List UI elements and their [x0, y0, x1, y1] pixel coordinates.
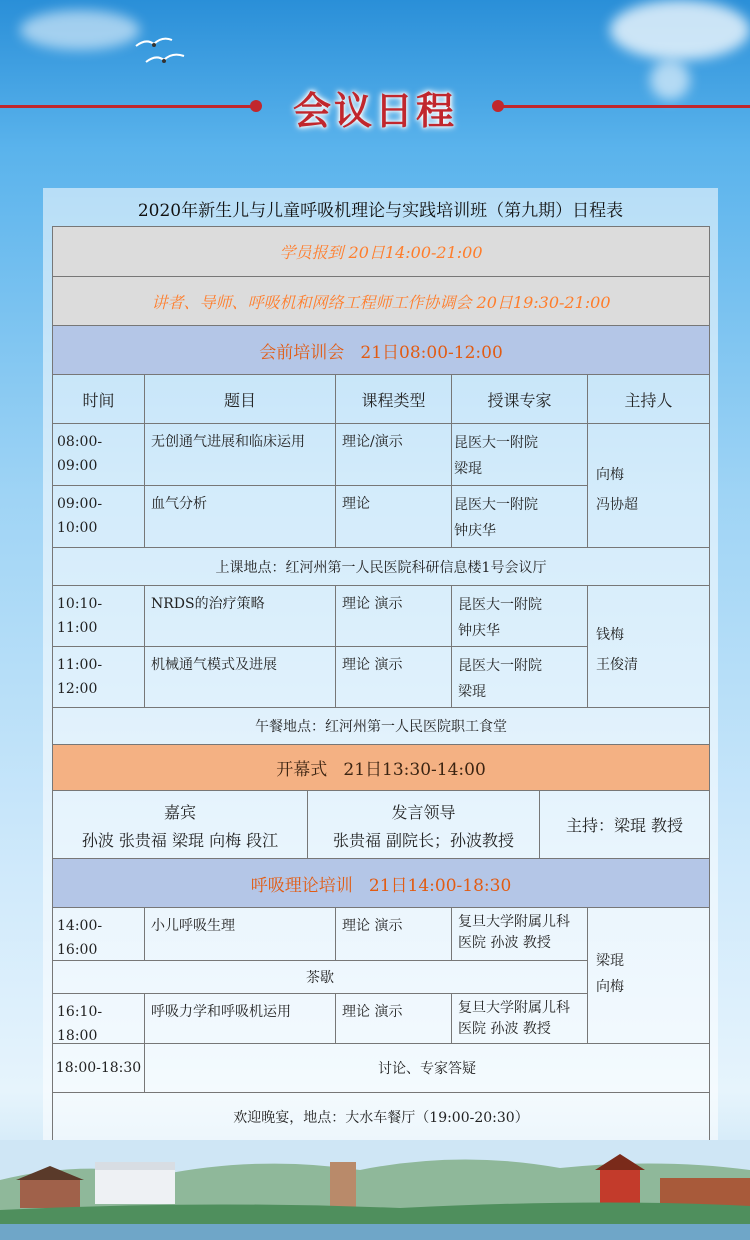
- cloud-decoration: [610, 0, 750, 60]
- table-row-type: 理论 演示: [336, 647, 452, 708]
- table-row-type: 理论/演示: [336, 424, 452, 486]
- table-row-topic: 小儿呼吸生理: [145, 908, 336, 961]
- expert-name: 医院 孙波 教授: [458, 1021, 551, 1037]
- table-row-topic: 血气分析: [145, 486, 336, 548]
- header-topic: 题目: [145, 375, 336, 424]
- cranes-icon: [132, 28, 188, 68]
- header-expert: 授课专家: [452, 375, 588, 424]
- header-time: 时间: [53, 375, 145, 424]
- table-row-time: 08:00-09:00: [53, 424, 145, 486]
- table-row-time: 11:00-12:00: [53, 647, 145, 708]
- city-scenery-image: [0, 1140, 750, 1240]
- cloud-decoration: [20, 10, 140, 50]
- table-row-topic: NRDS的治疗策略: [145, 586, 336, 647]
- header-course-type: 课程类型: [336, 375, 452, 424]
- table-row-expert: [452, 908, 588, 961]
- table-row-time: 14:00-16:00: [53, 908, 145, 961]
- discussion-text: 讨论、专家答疑: [145, 1044, 709, 1093]
- speakers-cell: [308, 791, 540, 859]
- expert-hospital: 昆医大一附院: [458, 597, 542, 613]
- table-row-type: 理论 演示: [336, 908, 452, 961]
- host-name: 向梅: [596, 979, 624, 995]
- table-row-topic: 呼吸力学和呼吸机运用: [145, 994, 336, 1044]
- speakers-label: 发言领导: [391, 803, 456, 822]
- table-row-time: 09:00-10:00: [53, 486, 145, 548]
- expert-name: 梁琨: [458, 684, 486, 700]
- table-row-topic: 机械通气模式及进展: [145, 647, 336, 708]
- table-row-topic: 无创通气进展和临床运用: [145, 424, 336, 486]
- host-name: 钱梅: [596, 627, 624, 643]
- expert-name: 梁琨: [454, 461, 482, 477]
- host-name: 王俊清: [596, 657, 638, 673]
- guests-label: 嘉宾: [163, 803, 196, 822]
- session2-title: 呼吸理论培训 21日14:00-18:30: [53, 859, 709, 908]
- table-row-expert: [452, 647, 588, 708]
- coordination-row: 讲者、导师、呼吸机和网络工程师工作协调会 20日19:30-21:00: [53, 277, 709, 326]
- opening-title: 开幕式 21日13:30-14:00: [53, 745, 709, 791]
- speakers-names: 张贵福 副院长；孙波教授: [332, 831, 515, 850]
- host-name: 梁琨: [596, 953, 624, 969]
- guests-cell: [53, 791, 308, 859]
- schedule-table: [52, 226, 710, 1142]
- registration-row: 学员报到 20日14:00-21:00: [53, 227, 709, 277]
- host-name: 冯协超: [596, 497, 638, 513]
- expert-hospital: 昆医大一附院: [454, 435, 538, 451]
- table-row-expert: [452, 486, 588, 548]
- lunch-row: 午餐地点：红河州第一人民医院职工食堂: [53, 708, 709, 745]
- title-rule-right: [500, 105, 750, 108]
- document-title: 2020年新生儿与儿童呼吸机理论与实践培训班（第九期）日程表: [137, 201, 624, 221]
- table-row-type: 理论: [336, 486, 452, 548]
- discussion-time: 18:00-18:30: [53, 1044, 145, 1093]
- table-row-type: 理论 演示: [336, 586, 452, 647]
- expert-name: 医院 孙波 教授: [458, 935, 551, 951]
- expert-hospital: 昆医大一附院: [454, 497, 538, 513]
- host-cell: [588, 586, 709, 708]
- expert-name: 钟庆华: [454, 523, 496, 539]
- header-host: 主持人: [588, 375, 709, 424]
- expert-hospital: 复旦大学附属儿科: [458, 1000, 570, 1016]
- table-row-expert: [452, 424, 588, 486]
- host-cell: [588, 424, 709, 548]
- opening-host: 主持：梁琨 教授: [540, 791, 709, 859]
- page-title: 会议日程: [292, 89, 457, 133]
- dinner-row: 欢迎晚宴，地点：大水车餐厅（19:00-20:30）: [233, 1110, 529, 1126]
- table-row-expert: [452, 586, 588, 647]
- table-row-type: 理论 演示: [336, 994, 452, 1044]
- table-row-time: 10:10-11:00: [53, 586, 145, 647]
- location-row: 上课地点：红河州第一人民医院科研信息楼1号会议厅: [53, 548, 709, 586]
- guests-names: 孙波 张贵福 梁琨 向梅 段江: [81, 831, 279, 850]
- host-name: 向梅: [596, 467, 624, 483]
- session1-title: 会前培训会 21日08:00-12:00: [53, 326, 709, 375]
- host-cell: [588, 908, 709, 1044]
- table-row-time: 16:10-18:00: [53, 994, 145, 1044]
- expert-name: 钟庆华: [458, 623, 500, 639]
- table-row-expert: [452, 994, 588, 1044]
- expert-hospital: 昆医大一附院: [458, 658, 542, 674]
- tea-break-row: 茶歇: [53, 961, 588, 994]
- title-banner: [0, 78, 750, 134]
- expert-hospital: 复旦大学附属儿科: [458, 914, 570, 930]
